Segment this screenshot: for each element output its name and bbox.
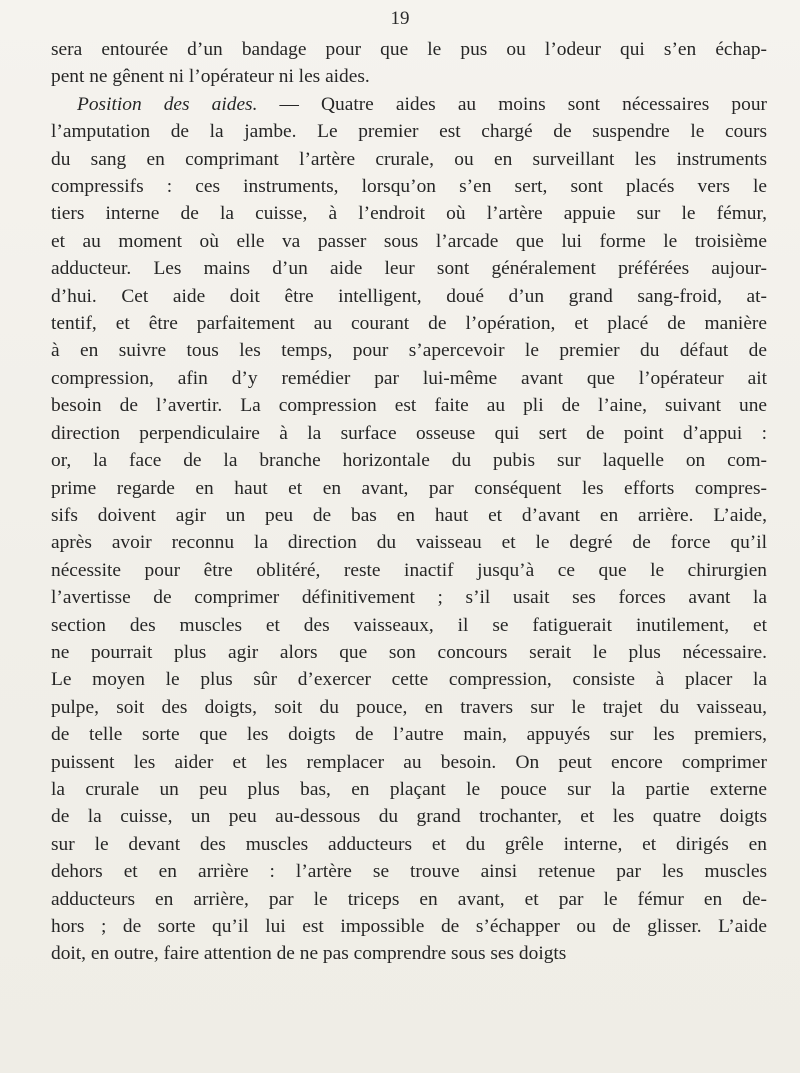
text-line: de la cuisse, un peu au-dessous du grand trochanter, et les quatre doigts	[51, 806, 767, 828]
text-line: doit, en outre, faire attention de ne pas comprendre sous ses doigts	[51, 943, 567, 965]
text-line: puissent les aider et les remplacer au besoin. On peut encore comprimer	[51, 751, 767, 773]
text-fragment: — Quatre aides au moins sont nécessaires pour	[279, 93, 767, 115]
text-line: adducteur. Les mains d’un aide leur sont généralement préférées aujour-	[51, 258, 767, 280]
text-line: la crurale un peu plus bas, en plaçant le pouce sur la partie externe	[51, 778, 767, 800]
text-line: du sang en comprimant l’artère crurale, ou en surveillant les instruments	[51, 148, 767, 170]
text-line: prime regarde en haut et en avant, par conséquent les efforts compres-	[51, 477, 767, 499]
text-line: nécessite pour être oblitéré, reste inactif jusqu’à ce que le chirurgien	[51, 559, 767, 581]
text-line: sera entourée d’un bandage pour que le pus ou l’odeur qui s’en échap-	[51, 39, 767, 60]
text-line: pulpe, soit des doigts, soit du pouce, en travers sur le trajet du vaisseau,	[51, 696, 767, 718]
text-line: sur le devant des muscles adducteurs et du grêle interne, et dirigés en	[51, 833, 767, 855]
text-line: compressifs : ces instruments, lorsqu’on s’en sert, sont placés vers le	[51, 176, 767, 198]
text-line: section des muscles et des vaisseaux, il se fatiguerait inutilement, et	[51, 614, 767, 636]
text-line: d’hui. Cet aide doit être intelligent, doué d’un grand sang-froid, at-	[51, 285, 767, 307]
text-line: l’amputation de la jambe. Le premier est chargé de suspendre le cours	[51, 121, 767, 143]
paragraph-line-with-heading	[51, 91, 767, 118]
text-line: compression, afin d’y remédier par lui-même avant que l’opérateur ait	[51, 367, 767, 389]
section-heading: Position des aides.	[77, 93, 258, 115]
text-line: or, la face de la branche horizontale du pubis sur laquelle on com-	[51, 450, 767, 472]
text-line: ne pourrait plus agir alors que son concours serait le plus nécessaire.	[51, 641, 767, 663]
text-line: à en suivre tous les temps, pour s’apercevoir le premier du défaut de	[51, 340, 767, 362]
text-line: pent ne gênent ni l’opérateur ni les aides.	[51, 66, 370, 88]
text-line: sifs doivent agir un peu de bas en haut et d’avant en arrière. L’aide,	[51, 504, 767, 526]
page-number: 19	[390, 8, 410, 29]
text-line: de telle sorte que les doigts de l’autre main, appuyés sur les premiers,	[51, 724, 767, 746]
text-line: besoin de l’avertir. La compression est faite au pli de l’aine, suivant une	[51, 395, 767, 417]
text-line: hors ; de sorte qu’il lui est impossible de s’échapper ou de glisser. L’aide	[51, 916, 767, 937]
text-line: après avoir reconnu la direction du vaisseau et le degré de force qu’il	[51, 532, 767, 554]
body-text	[51, 36, 767, 968]
text-line: l’avertisse de comprimer définitivement ; s’il usait ses forces avant la	[51, 587, 767, 609]
text-line: et au moment où elle va passer sous l’arcade que lui forme le troisième	[51, 230, 767, 252]
text-line: Le moyen le plus sûr d’exercer cette compression, consiste à placer la	[51, 669, 767, 691]
text-line: tiers interne de la cuisse, à l’endroit où l’artère appuie sur le fémur,	[51, 203, 767, 225]
text-line: dehors et en arrière : l’artère se trouve ainsi retenue par les muscles	[51, 861, 767, 883]
text-line: adducteurs en arrière, par le triceps en avant, et par le fémur en de-	[51, 888, 767, 910]
text-line: tentif, et être parfaitement au courant de l’opération, et placé de manière	[51, 313, 767, 335]
text-line: direction perpendiculaire à la surface osseuse qui sert de point d’appui :	[51, 422, 767, 444]
